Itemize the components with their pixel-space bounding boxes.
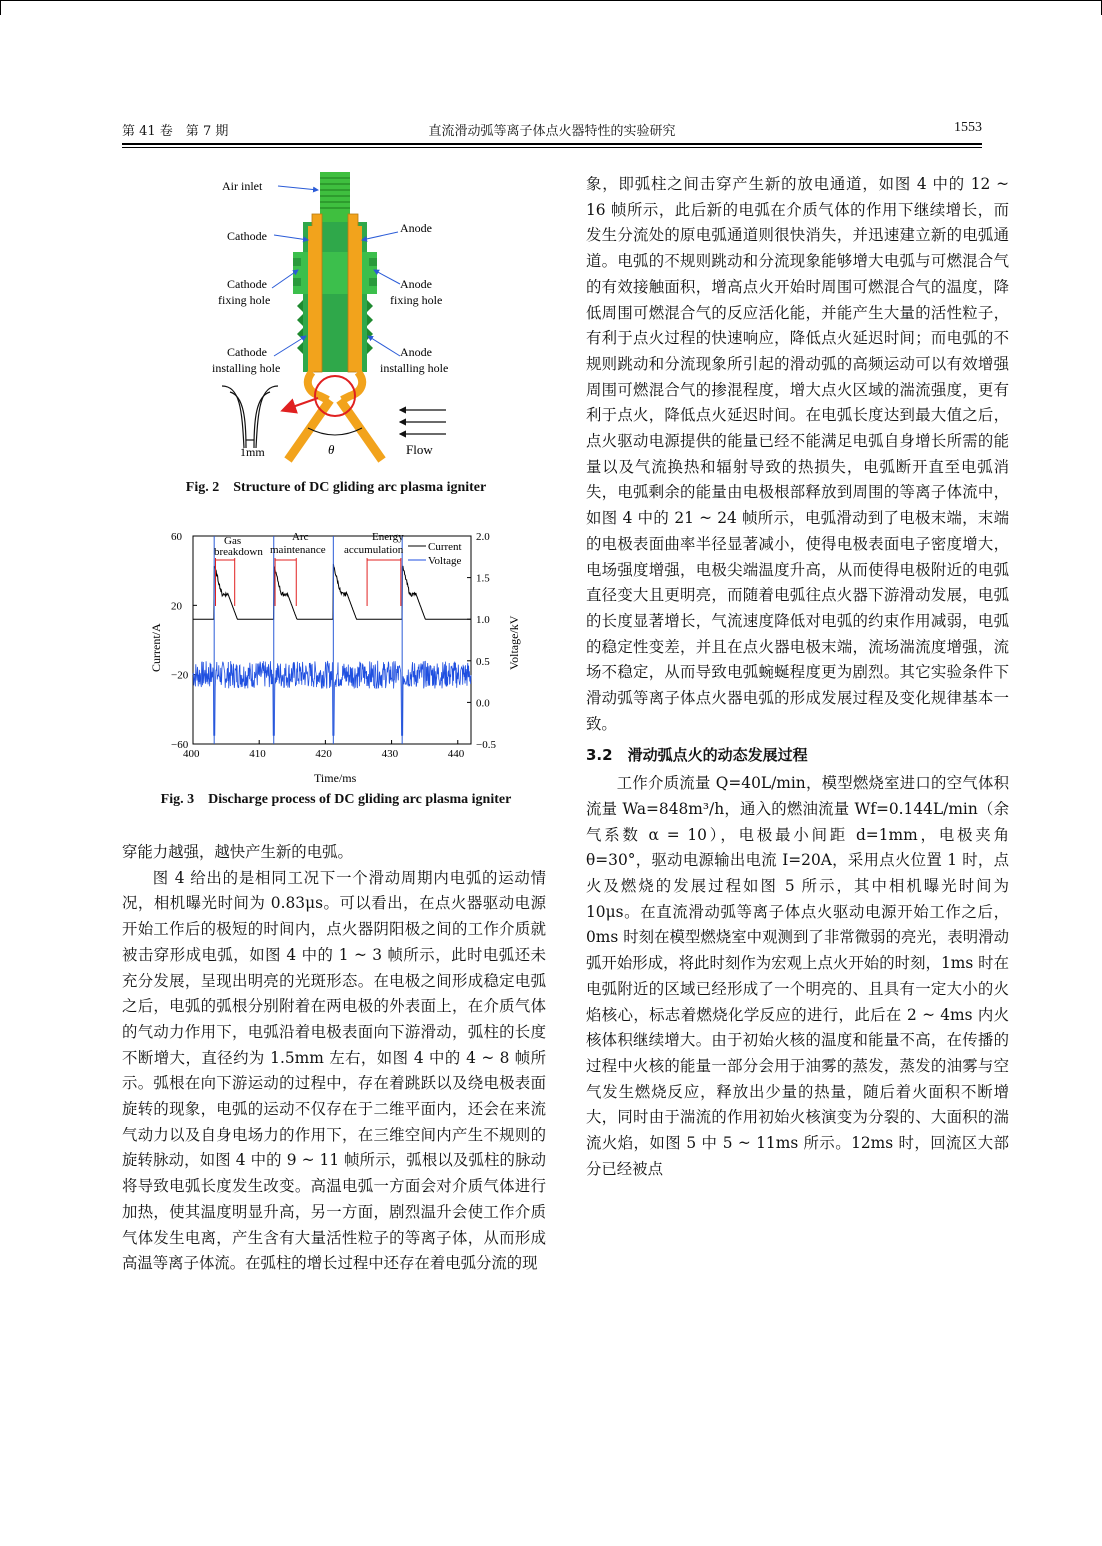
crop-mark-left [0, 0, 15, 15]
phase-annotation: maintenance [270, 544, 326, 556]
fig3-ylabel-left: Current/A [149, 623, 163, 672]
y-right-tick-label: −0.5 [476, 739, 496, 751]
fig3-caption: Fig. 3 Discharge process of DC gliding arc plasma igniter [160, 792, 512, 807]
phase-annotation: Energy [372, 531, 404, 543]
y-right-tick-label: 0.5 [476, 655, 490, 668]
cathode-fixing-label-2: fixing hole [218, 293, 271, 307]
anode-fixing-label-2: fixing hole [390, 293, 443, 307]
right-para-1: 象，即弧柱之间击穿产生新的放电通道，如图 4 中的 12 ~ 16 帧所示，此后新的电弧在介质气体的作用下继续增长，而发生分流处的原电弧通道则很快消失，并迅速建立新的电弧通道。电弧的不规则跳动和分流现象能够增大电弧与可燃混合气的有效接触面积，增高点火开始时周围可燃混合气的温度，降低周围可燃混合气的反应活化能，并能产生大量的活性粒子，有利于点火过程的快速响应，降低点火延迟时间；而电弧的不规则跳动和分流现象所引起的滑动弧的高频运动可以有效增强周围可燃混合气的掺混程度，增大点火区域的湍流强度，更有利于点火，降低点火延迟时间。在电弧长度达到最大值之后，点火驱动电源提供的能量已经不能满足电弧自身增长所需的能量以及气流换热和辐射导致的热损失，电弧断开直至电弧消失，电弧剩余的能量由电极根部释放到周围的等离子体流中，如图 4 中的 21 ~ 24 帧所示，电弧滑动到了电极末端，末端的电极表面曲率半径显著减小，使得电极表面电子密度增大，电场强度增强，电极尖端温度升高，从而使得电极附近的电弧直径变大且更明亮，而随着电弧往点火器下游滑动发展，电弧的长度显著增长，气流速度降低对电弧的约束作用减弱，电弧的稳定性变差，并且在点火器电极末端，流场湍流度增强，流场不稳定，从而导致电弧蜿蜒程度更为剧烈。其它实验条件下滑动弧等离子体点火器电弧的形成发展过程及变化规律基本一致。 [586, 175, 1009, 733]
crop-mark-right [1087, 0, 1102, 15]
legend-voltage-label: Voltage [428, 555, 462, 567]
page-top-border [0, 0, 1102, 1]
running-header [122, 120, 982, 142]
flow-label: Flow [406, 442, 433, 457]
gap-label: 1mm [240, 445, 265, 459]
journal-volume: 第 41 卷 第 7 期 [122, 124, 229, 139]
cathode-fixing-label-1: Cathode [227, 277, 267, 291]
legend-current-label: Current [428, 541, 462, 553]
y-left-tick-label: −60 [171, 739, 189, 751]
page-number: 1553 [954, 120, 982, 135]
theta-label: θ [328, 442, 335, 457]
left-column [122, 840, 546, 1277]
air-inlet-label: Air inlet [222, 179, 263, 193]
cathode-label: Cathode [227, 229, 267, 243]
x-tick-label: 410 [249, 748, 266, 760]
right-para-2: 工作介质流量 Q=40L/min，模型燃烧室进口的空气体积流量 Wa=848m³/h，通入的燃油流量 Wf=0.144L/min（余气系数 α = 10），电极最小间距 d=1mm，电极夹角 θ=30°，驱动电源输出电流 I=20A，采用点火位置 1 时，点火及燃烧的发展过程如图 5 所示，其中相机曝光时间为 10μs。在直流滑动弧等离子体点火驱动电源开始工作之后，0ms 时刻在模型燃烧室中观测到了非常微弱的亮光，表明滑动弧开始形成，将此时刻作为宏观上点火开始的时刻，1ms 时在电弧附近的区域已经形成了一个明亮的、且具有一定大小的火焰核心，标志着燃烧化学反应的进行，此后在 2 ~ 4ms 内火核体积继续增大。由于初始火核的温度和能量不高，在传播的过程中火核的能量一部分会用于油雾的蒸发，蒸发的油雾与空气发生燃烧反应，释放出少量的热量，随后着火面积不断增大，同时由于湍流的作用初始火核演变为分裂的、大面积的湍流火焰，如图 5 中 5 ~ 11ms 所示。12ms 时，回流区大部分已经被点 [586, 774, 1009, 1178]
y-left-tick-label: 60 [171, 531, 182, 543]
gap-sketch [222, 386, 278, 448]
fig3-discharge-chart [140, 520, 540, 792]
y-right-tick-label: 0.0 [476, 697, 490, 710]
cathode-install-label-2: installing hole [212, 361, 281, 375]
y-right-tick-label: 2.0 [476, 531, 490, 543]
y-right-tick-label: 1.0 [476, 614, 490, 627]
current-series-line [193, 661, 471, 736]
air-inlet-pipe [320, 172, 350, 222]
anode-fixing-label-1: Anode [400, 277, 432, 291]
phase-annotation: Gas [224, 535, 242, 547]
x-tick-label: 400 [183, 748, 200, 760]
x-tick-label: 440 [447, 748, 465, 760]
header-rule-thin [122, 147, 982, 148]
fig3-ylabel-right: Voltage/kV [507, 615, 521, 670]
x-tick-label: 420 [315, 748, 332, 760]
anode-label: Anode [400, 221, 432, 235]
plasma-jet-arrow [284, 398, 318, 410]
y-left-tick-label: −20 [171, 669, 189, 682]
anode-install-label-2: installing hole [380, 361, 449, 375]
y-left-tick-label: 20 [171, 600, 182, 613]
phase-annotation: Arc [292, 531, 309, 543]
phase-annotation: breakdown [214, 546, 263, 558]
fig2-igniter-diagram [200, 160, 500, 472]
right-column [586, 172, 1009, 1182]
left-para-1: 穿能力越强，越快产生新的电弧。 [122, 843, 353, 861]
left-para-2: 图 4 给出的是相同工况下一个滑动周期内电弧的运动情况，相机曝光时间为 0.83μs。可以看出，在点火器驱动电源开始工作后的极短的时间内，点火器阴阳极之间的工作介质就被击穿形成电弧，如图 4 中的 1 ~ 3 帧所示，此时电弧还未充分发展，呈现出明亮的光斑形态。在电极之间形成稳定电弧之后，电弧的弧根分别附着在两电极的外表面上，在介质气体的气动力作用下，电弧沿着电极表面向下游滑动，弧柱的长度不断增大，直径约为 1.5mm 左右，如图 4 中的 4 ~ 8 帧所示。弧根在向下游运动的过程中，存在着跳跃以及绕电极表面旋转的现象，电弧的运动不仅存在于二维平面内，还会在来流气动力以及自身电场力的作用下，在三维空间内产生不规则的旋转脉动，如图 4 中的 9 ~ 11 帧所示，弧根以及弧柱的脉动将导致电弧长度发生改变。高温电弧一方面会对介质气体进行加热，使其温度明显升高，另一方面，剧烈温升会使工作介质气体发生电离，产生含有大量活性粒子的等离子体，从而形成高温等离子体流。在弧柱的增长过程中还存在着电弧分流的现 [122, 868, 546, 1273]
phase-annotation: accumulation [344, 544, 404, 556]
fig3-xlabel: Time/ms [314, 771, 357, 785]
y-right-tick-label: 1.5 [476, 572, 490, 585]
section-heading: 3.2 滑动弧点火的动态发展过程 [586, 746, 808, 765]
fig2-caption: Fig. 2 Structure of DC gliding arc plasma igniter [185, 480, 487, 495]
flow-arrows [400, 410, 446, 434]
anode-install-label-1: Anode [400, 345, 432, 359]
header-rule-thick [122, 143, 982, 145]
x-tick-label: 430 [381, 748, 399, 760]
cathode-install-label-1: Cathode [227, 345, 267, 359]
running-title: 直流滑动弧等离子体点火器特性的实验研究 [428, 124, 676, 139]
